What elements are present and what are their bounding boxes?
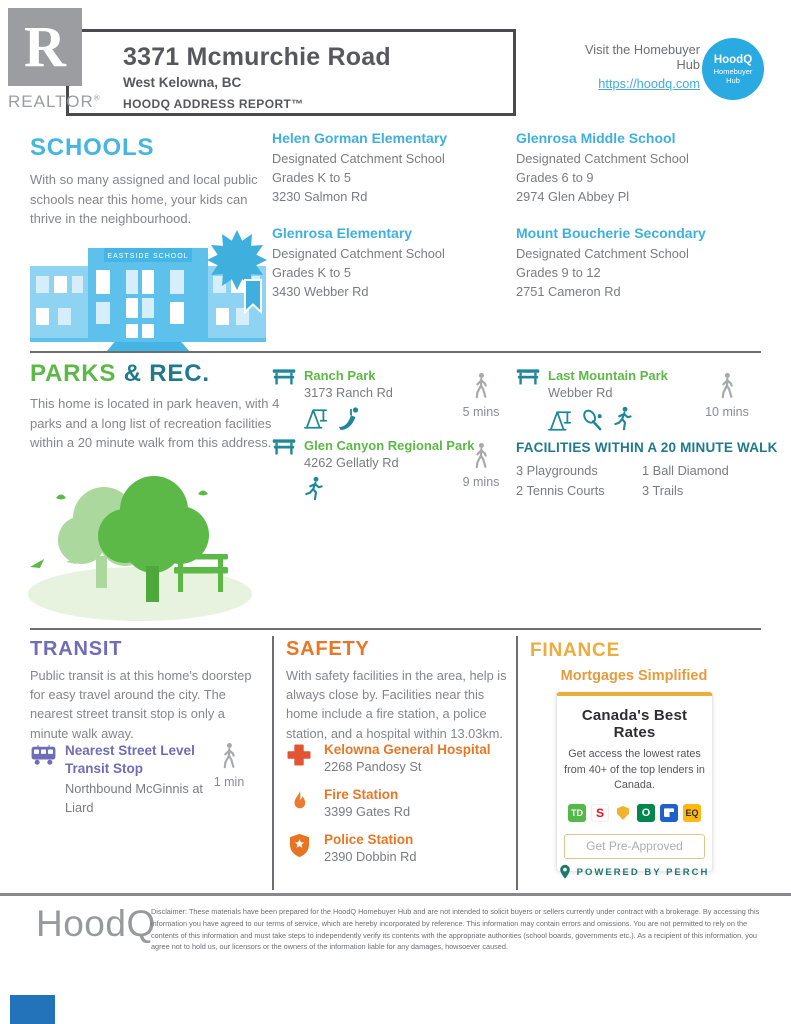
safety-items: [286, 742, 510, 877]
school-grades: Grades K to 5: [272, 170, 351, 186]
get-preapproved-button[interactable]: Get Pre-Approved: [564, 834, 705, 859]
walk-time-label: 1 min: [213, 775, 245, 789]
safety-facility-address: 2268 Pandosy St: [324, 759, 422, 774]
walking-person-icon: [219, 742, 239, 769]
powered-by-label: POWERED BY PERCH: [576, 866, 710, 878]
swing-icon: [548, 409, 572, 432]
realtor-wordmark: REALTOR®: [8, 92, 101, 111]
safety-facility-name: Fire Station: [324, 787, 399, 802]
walking-person-icon: [717, 372, 737, 399]
school-item: [272, 130, 510, 207]
parks-description: This home is located in park heaven, with 4 parks and a long list of recreation facilities within a 20 minute walk from this address.: [30, 396, 280, 450]
school-address: 3230 Salmon Rd: [272, 189, 368, 205]
slide-icon: [337, 406, 363, 430]
walk-time-label: 9 mins: [462, 475, 500, 489]
walk-time-last-mountain: [698, 372, 756, 419]
park-name: Glen Canyon Regional Park: [304, 438, 475, 453]
rates-card-title: Canada's Best Rates: [581, 707, 688, 741]
hoodq-link[interactable]: https://hoodq.com: [598, 76, 700, 91]
lender-logo: [660, 804, 678, 822]
park-item-glen-canyon: [272, 438, 475, 502]
facilities-column-2: [642, 461, 768, 502]
lender-logos-row: [564, 804, 705, 822]
police-shield-icon: [289, 833, 310, 858]
safety-facility-name: Kelowna General Hospital: [324, 742, 491, 757]
walking-person-icon: [471, 372, 491, 399]
bus-icon: [30, 745, 57, 766]
lender-logo: O: [637, 804, 655, 822]
safety-item-fire: [286, 787, 510, 819]
park-name: Last Mountain Park: [548, 368, 668, 383]
schools-description: With so many assigned and local public schools near this home, your kids can thrive in the neighbourhood.: [30, 172, 258, 226]
safety-facility-name: Police Station: [324, 832, 414, 847]
safety-item-police: [286, 832, 510, 864]
bench-icon: [272, 368, 296, 385]
powered-by-perch: [548, 864, 720, 880]
mortgage-rates-card: [556, 692, 713, 872]
school-grades: Grades K to 5: [272, 264, 351, 280]
walk-time-label: 5 mins: [462, 405, 500, 419]
homebuyer-hub-callout: [560, 42, 700, 93]
park-item-last-mountain: [516, 368, 668, 432]
finance-section-title: FINANCE: [530, 640, 621, 661]
map-pin-icon: [559, 864, 571, 880]
runner-icon: [613, 406, 633, 432]
column-divider: [516, 636, 518, 890]
report-title-box: [66, 29, 516, 116]
footer-divider: [0, 893, 791, 896]
safety-section-title: SAFETY: [286, 638, 370, 660]
school-address: 2751 Cameron Rd: [516, 283, 621, 299]
transit-stop-location: Northbound McGinnis at Liard: [65, 781, 203, 815]
realtor-logo: [8, 8, 101, 112]
report-type-label: HOODQ ADDRESS REPORT™: [123, 97, 304, 111]
facility-count: 2 Tennis Courts: [516, 483, 605, 499]
walk-time-transit: [200, 742, 258, 789]
transit-description: Public transit is at this home's doorstep for easy travel around the city. The nearest street transit stop is only a minute walk away.: [30, 668, 252, 741]
hospital-cross-icon: [287, 743, 311, 767]
rates-card-text: Get access the lowest rates from 40+ of the top lenders in Canada.: [564, 748, 705, 792]
transit-stop-item: [30, 742, 203, 817]
section-divider: [30, 628, 761, 630]
facilities-summary: [516, 440, 781, 502]
walk-time-glen-canyon: [452, 442, 510, 489]
school-name: Glenrosa Elementary: [272, 224, 413, 241]
parks-section-title: PARKS & REC.: [30, 360, 210, 387]
award-ribbon-icon: [207, 230, 267, 316]
page-subtitle: West Kelowna, BC: [123, 75, 242, 90]
walk-time-label: 10 mins: [705, 405, 749, 419]
flame-icon: [290, 788, 309, 813]
park-item-ranch: [272, 368, 393, 430]
safety-item-hospital: [286, 742, 510, 774]
bench-icon: [516, 368, 540, 385]
school-name: Mount Boucherie Secondary: [516, 224, 706, 241]
page-title: 3371 Mcmurchie Road: [123, 43, 391, 71]
lender-logo: TD: [568, 804, 586, 822]
hub-prompt: Visit the Homebuyer Hub: [585, 42, 700, 72]
hoodq-logo: HoodQ: [36, 903, 156, 944]
safety-facility-address: 3399 Gates Rd: [324, 804, 411, 819]
lender-logo: S: [591, 804, 609, 822]
finance-tagline: Mortgages Simplified: [560, 668, 708, 684]
schools-section-title: SCHOOLS: [30, 134, 155, 161]
school-sign-text: EASTSIDE SCHOOL: [107, 253, 189, 260]
facility-count: 3 Playgrounds: [516, 463, 598, 478]
walking-person-icon: [471, 442, 491, 469]
facility-count: 3 Trails: [642, 483, 684, 499]
hoodq-hub-badge[interactable]: HoodQ Homebuyer Hub: [702, 38, 764, 100]
facilities-title: FACILITIES WITHIN A 20 MINUTE WALK: [516, 440, 778, 455]
bench-icon: [272, 438, 296, 455]
lender-logo: [614, 804, 632, 822]
shield-glyph: [617, 806, 629, 820]
safety-description: With safety facilities in the area, help is always close by. Facilities near this home include a fire station, a police station, and a hospital within 13.03km.: [286, 668, 507, 741]
school-type: Designated Catchment School: [516, 151, 689, 166]
school-address: 3430 Webber Rd: [272, 283, 369, 299]
safety-facility-address: 2390 Dobbin Rd: [324, 849, 417, 864]
lender-logo: EQ: [683, 804, 701, 822]
school-type: Designated Catchment School: [516, 245, 689, 261]
transit-section-title: TRANSIT: [30, 638, 123, 660]
realtor-logo-icon: [8, 8, 82, 86]
school-type: Designated Catchment School: [272, 245, 445, 261]
schools-column-1: [272, 130, 510, 301]
column-divider: [272, 636, 274, 890]
facility-count: 1 Ball Diamond: [642, 463, 729, 478]
realtor-logo-letter: R: [24, 14, 66, 79]
park-address: 4262 Gellatly Rd: [304, 455, 399, 470]
walk-time-ranch: [452, 372, 510, 419]
page-corner-marker: [10, 995, 55, 1024]
section-divider: [30, 351, 761, 353]
runner-icon: [304, 476, 324, 502]
school-grades: Grades 9 to 12: [516, 264, 601, 280]
bank-mark-glyph: [664, 808, 674, 817]
school-item: [516, 225, 781, 302]
schools-column-2: [516, 130, 781, 301]
tennis-icon: [581, 409, 604, 432]
disclaimer-text: Disclaimer: These materials have been prepared for the HoodQ Homebuyer Hub and are not intended to solicit buyers or sellers currently under contract with a brokerage. By accessing this information you have agreed to our terms of service, which are hereby incorporated by reference. This information may contain errors and omissions. You are not permitted to rely on the contents of this information and must take steps to independently verify its contents with the appropriate authorities (school boards, governments etc.). As a recipient of this information, you agree not to hold us, our licensors or the owners of the information liable for any damages, howsoever caused.: [151, 907, 760, 952]
park-address: Webber Rd: [548, 385, 613, 400]
park-address: 3173 Ranch Rd: [304, 385, 393, 400]
park-name: Ranch Park: [304, 368, 376, 383]
school-name: Glenrosa Middle School: [516, 130, 676, 146]
school-type: Designated Catchment School: [272, 151, 445, 166]
swing-icon: [304, 407, 328, 430]
facilities-column-1: [516, 461, 642, 502]
school-grades: Grades 6 to 9: [516, 170, 594, 186]
transit-stop-name: Nearest Street Level Transit Stop: [65, 743, 195, 776]
school-address: 2974 Glen Abbey Pl: [516, 189, 630, 205]
school-item: [516, 130, 781, 207]
school-name: Helen Gorman Elementary: [272, 130, 448, 146]
school-item: [272, 225, 510, 302]
park-illustration: [22, 438, 272, 628]
